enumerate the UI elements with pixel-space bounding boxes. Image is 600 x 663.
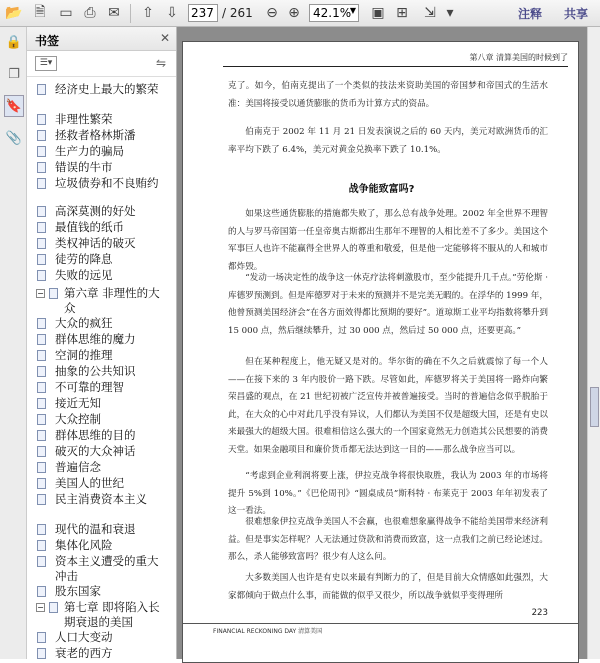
- bookmark-item[interactable]: [55, 82, 159, 97]
- next-page-icon[interactable]: ⇩: [166, 5, 178, 21]
- document-viewer: [177, 27, 587, 659]
- bookmark-icon: [37, 524, 46, 535]
- toolbar: [0, 0, 600, 27]
- bookmark-label: 拯救者格林斯潘: [55, 128, 136, 142]
- bookmark-icon: [37, 238, 46, 249]
- bookmark-label: 抽象的公共知识: [55, 364, 136, 378]
- panel-title: 书签: [35, 34, 60, 48]
- bookmark-label: 不可靠的理智: [55, 380, 124, 394]
- bookmark-item[interactable]: [55, 364, 136, 379]
- bookmark-chapter[interactable]: [37, 286, 162, 316]
- bookmark-icon: [37, 462, 46, 473]
- bookmark-label: 民主消费资本主义: [55, 492, 147, 506]
- bookmark-item[interactable]: [55, 160, 113, 175]
- bookmark-label: 接近无知: [55, 396, 101, 410]
- bookmark-icon: [37, 350, 46, 361]
- bookmark-label: 美国人的世纪: [55, 476, 124, 490]
- bookmark-item[interactable]: [55, 584, 101, 599]
- attachment-icon[interactable]: 📎: [5, 130, 23, 146]
- chevron-down-icon[interactable]: ▾: [446, 5, 454, 21]
- bookmark-icon: [49, 602, 58, 613]
- bookmarks-header: [27, 27, 176, 51]
- bookmark-icon: [49, 288, 58, 299]
- bookmark-label: 生产力的骗局: [55, 144, 124, 158]
- bookmark-label: 普遍信念: [55, 460, 101, 474]
- bookmark-icon: [37, 318, 46, 329]
- bookmarks-panel: [27, 27, 177, 659]
- running-head: 第八章 清算美国的时候到了: [469, 53, 568, 62]
- expand-bookmark-icon[interactable]: ⇋: [155, 56, 166, 70]
- bookmark-label: 第六章 非理性的大众: [64, 286, 160, 315]
- bookmark-item[interactable]: [55, 492, 147, 507]
- bookmark-item[interactable]: [55, 396, 101, 411]
- bookmark-tree: [27, 79, 162, 659]
- bookmarks-icon[interactable]: 🔖: [4, 95, 24, 117]
- bookmark-item[interactable]: [55, 444, 136, 459]
- bookmark-label: 大众控制: [55, 412, 101, 426]
- bookmark-item[interactable]: [55, 554, 162, 584]
- zoom-out-icon[interactable]: ⊖: [266, 5, 278, 21]
- prev-page-icon[interactable]: ⇧: [142, 5, 154, 21]
- bookmark-label: 徒劳的降息: [55, 252, 113, 266]
- bookmark-icon: [37, 430, 46, 441]
- page-total: / 261: [222, 6, 253, 20]
- bookmark-label: 大众的疯狂: [55, 316, 113, 330]
- page-number: 223: [531, 608, 548, 618]
- bookmark-label: 集体化风险: [55, 538, 113, 552]
- bookmark-label: 垃圾债券和不良贿约: [55, 176, 159, 190]
- collapse-toggle-icon[interactable]: −: [37, 289, 44, 298]
- bookmark-icon: [37, 270, 46, 281]
- bookmark-icon: [37, 130, 46, 141]
- bookmark-item[interactable]: [55, 204, 136, 219]
- bookmark-icon: [37, 586, 46, 597]
- bookmark-item[interactable]: [55, 236, 136, 251]
- bookmark-item[interactable]: [55, 380, 124, 395]
- bookmark-item[interactable]: [55, 630, 113, 645]
- bookmark-icon: [37, 334, 46, 345]
- bookmark-label: 经济史上最大的繁荣: [55, 82, 159, 96]
- bookmark-item[interactable]: [55, 268, 113, 283]
- paragraph: “考虑到企业利润将要上涨，伊拉克战争将很快取胜，我认为 2003 年的市场将提升 5%到 10%。”《巴伦周刊》“圆桌成员”斯科特 · 布莱克于 2003 年年初发表了这一看法。: [228, 471, 548, 517]
- open-folder-icon[interactable]: 📂: [5, 5, 23, 21]
- next-page-header: FINANCIAL RECKONING DAY 清算美国: [213, 628, 323, 635]
- bookmark-item[interactable]: [55, 144, 124, 159]
- paragraph: 很难想象伊拉克战争美国人不会赢，也很难想象赢得战争不能给美国带来经济利益。但是事实怎样呢？人无法通过贷款和消费而致富，这一点我们之前已经论述过。那么，杀人能够致富吗？很少有人这么问。: [228, 517, 548, 563]
- document-scrollbar[interactable]: [587, 27, 600, 659]
- bookmark-item[interactable]: [55, 220, 124, 235]
- bookmark-label: 最值钱的纸币: [55, 220, 124, 234]
- close-icon[interactable]: ✕: [159, 31, 170, 45]
- bookmark-icon: [37, 414, 46, 425]
- bookmark-item[interactable]: [55, 112, 113, 127]
- paragraph: “发动一场决定性的战争这一休克疗法将刺激股市，至少能提升几千点。”劳伦斯 · 库德罗预测到。但是库德罗对于未来的预测并不是完美无暇的。在浮华的 1999 年，他曾预测美国经济会“在各方面效得都比预期的要好”。道琼斯工业平均指数将攀升到 15 000 点，然后继续攀升，过 30 000 点，然后过 50 000 点，还要更高。”: [228, 273, 548, 336]
- bookmark-item[interactable]: [55, 348, 113, 363]
- paragraph: 克了。如今，伯南克提出了一个类似的技法来资助美国的帝国梦和帝国式的生活水准：美国将接受以通货膨胀的货币为计算方式的资品。: [228, 81, 548, 109]
- bookmark-item[interactable]: [55, 176, 159, 191]
- bookmark-item[interactable]: [55, 428, 136, 443]
- left-rail: [0, 27, 27, 659]
- section-heading: 战争能致富吗?: [348, 184, 415, 195]
- lock-icon[interactable]: 🔒: [5, 34, 23, 50]
- bookmark-icon: [37, 366, 46, 377]
- paragraph: 伯南克于 2002 年 11 月 21 日发表演说之后的 60 天内，美元对欧洲货币的汇率平均下跌了 6.4%，美元对黄金兑换率下跌了 10.1%。: [228, 127, 548, 155]
- bookmark-item[interactable]: [55, 522, 136, 537]
- share-button[interactable]: 共享: [564, 7, 589, 21]
- bookmark-icon: [37, 114, 46, 125]
- bookmark-label: 类权神话的破灭: [55, 236, 136, 250]
- bookmark-icon: [37, 222, 46, 233]
- zoom-in-icon[interactable]: ⊕: [288, 5, 300, 21]
- zoom-select[interactable]: 42.1% ▼: [309, 4, 359, 22]
- bookmark-item[interactable]: [55, 476, 124, 491]
- pages-icon[interactable]: ❐: [8, 66, 20, 82]
- email-icon[interactable]: ✉: [108, 5, 120, 21]
- bookmark-label: 股东国家: [55, 584, 101, 598]
- bookmark-label: 现代的温和衰退: [55, 522, 136, 536]
- save-icon[interactable]: ▭: [59, 5, 73, 21]
- bookmark-icon: [37, 178, 46, 189]
- paragraph: 如果这些通货膨胀的措施都失败了，那么总有战争处理。2002 年全世界不理智的人与罗马帝国第一任皇帝奥古斯都出生那年不理智的人相比差不了多少。美国这个军事巨人也许不能赢得全世界人的尊重和敬爱，但是他一定能够将不服从的人和城市都炸毁。: [228, 209, 548, 272]
- fit-page-icon[interactable]: ▣: [371, 5, 385, 21]
- bookmark-label: 人口大变动: [55, 630, 113, 644]
- bookmark-item[interactable]: [55, 538, 113, 553]
- bookmark-label: 群体思维的目的: [55, 428, 136, 442]
- bookmark-icon: [37, 540, 46, 551]
- bookmark-chapter[interactable]: [37, 600, 162, 630]
- page-number-input[interactable]: [188, 4, 218, 22]
- bookmark-label: 空洞的推理: [55, 348, 113, 362]
- bookmark-label: 第七章 即将陷入长期衰退的美国: [64, 600, 160, 629]
- bookmark-label: 非理性繁荣: [55, 112, 113, 126]
- bookmark-icon: [37, 84, 46, 95]
- bookmark-icon: [37, 162, 46, 173]
- bookmark-icon: [37, 254, 46, 265]
- bookmark-icon: [37, 494, 46, 505]
- bookmark-item[interactable]: [55, 128, 136, 143]
- bookmark-item[interactable]: [55, 646, 113, 659]
- read-mode-icon[interactable]: ⇲: [424, 5, 436, 21]
- bookmark-item[interactable]: [55, 412, 101, 427]
- bookmark-label: 错误的牛市: [55, 160, 113, 174]
- paragraph: 大多数美国人也许是有史以来最有判断力的了，但是目前大众情感如此强烈，大家都倾向于做点什么事，而能做的似乎又很少，所以战争就似乎变得理所: [228, 573, 548, 601]
- next-page: [182, 623, 579, 663]
- bookmark-label: 群体思维的魔力: [55, 332, 136, 346]
- document-page: [182, 41, 579, 631]
- bookmark-icon: [37, 632, 46, 643]
- bookmark-item[interactable]: [55, 332, 136, 347]
- bookmark-icon: [37, 556, 46, 567]
- bookmark-label: 高深莫测的好处: [55, 204, 136, 218]
- bookmark-icon: [37, 446, 46, 457]
- bookmark-label: 破灭的大众神话: [55, 444, 136, 458]
- bookmark-label: 衰老的西方: [55, 646, 113, 659]
- bookmark-icon: [37, 648, 46, 659]
- bookmark-icon: [37, 478, 46, 489]
- collapse-toggle-icon[interactable]: −: [37, 603, 44, 612]
- bookmark-label: 失败的远见: [55, 268, 113, 282]
- paragraph: 但在某种程度上，他无疑又是对的。华尔街的确在不久之后就震惊了每一个人——在接下来的 3 年内股价一路下跌。尽管如此，库德罗将关于美国将一路炸向繁荣昌盛的观点，在 21 世纪初被广泛宣传并被普遍接受。当时的普遍信念似乎脱胎于此，在大众的心中对此几乎没有异议，人们都认为美国不仅是超级大国，还是有史以来最强大的超级大国。很难相信这么强大的一个国家竟然无力创造其公民想要的消费天堂。如果金融项目和廉价货币都无法达到这一目的——那么战争应当可以。: [228, 357, 548, 455]
- print-icon[interactable]: ⎙: [84, 5, 96, 21]
- bookmark-item[interactable]: [55, 252, 113, 267]
- bookmark-icon: [37, 382, 46, 393]
- annotate-button[interactable]: 注释: [518, 7, 543, 21]
- bookmarks-toolbar: [27, 51, 176, 77]
- bookmark-label: 资本主义遭受的重大冲击: [55, 554, 159, 583]
- create-icon[interactable]: 🗎: [34, 4, 46, 20]
- bookmark-icon: [37, 398, 46, 409]
- bookmark-icon: [37, 146, 46, 157]
- bookmark-item[interactable]: [55, 460, 101, 475]
- bookmark-item[interactable]: [55, 316, 113, 331]
- bookmark-icon: [37, 206, 46, 217]
- options-menu-icon[interactable]: ☰▾: [35, 56, 57, 71]
- fit-width-icon[interactable]: ⊞: [396, 5, 408, 21]
